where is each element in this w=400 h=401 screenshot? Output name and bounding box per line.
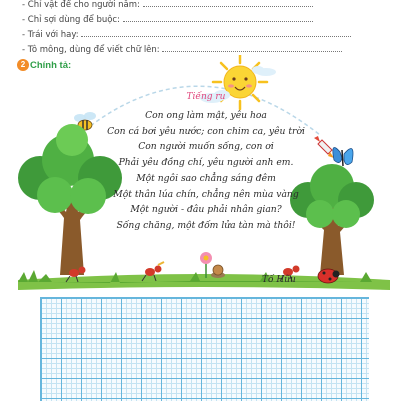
section-number-badge: 2: [17, 59, 29, 71]
blank-line-1: [22, 0, 392, 12]
blank-line-3: [22, 28, 392, 42]
answer-dots-2[interactable]: [123, 13, 313, 22]
blank-line-1-label: - Chỉ vật để cho người nằm:: [22, 0, 140, 10]
blank-line-4-label: - Tô mông, dùng để viết chữ lên:: [22, 45, 160, 55]
poem-line: Phải yêu đồng chí, yêu người anh em.: [118, 157, 294, 169]
poem-line: Con cá bơi yêu nước; con chim ca, yêu trời: [107, 125, 305, 137]
blank-line-2-label: - Chỉ sợi dùng để buộc:: [22, 15, 120, 25]
blank-line-3-label: - Trái với hay:: [22, 30, 79, 40]
poem-line: Sống chăng, một đốm lửa tàn mà thôi!: [116, 219, 296, 231]
butterfly-icon: [333, 148, 353, 167]
poem-line: Một thân lúa chín, chẳng nên mùa vàng: [113, 188, 299, 200]
poem-title: Tiếng ru: [186, 92, 226, 102]
answer-dots-1[interactable]: [143, 0, 313, 7]
handwriting-grid[interactable]: [40, 297, 369, 401]
poem-line: Một người - đâu phải nhân gian?: [130, 204, 282, 216]
snail-icon: [211, 265, 225, 278]
blank-line-2: [22, 13, 392, 27]
rocket-icon: [314, 136, 334, 158]
answer-dots-4[interactable]: [162, 43, 342, 52]
poem-line: Một ngôi sao chẳng sáng đêm: [136, 172, 276, 184]
poem-line: Con ong làm mật, yêu hoa: [145, 110, 267, 121]
poem-author: Tố Hữu: [262, 275, 296, 285]
section-title: Chính tả:: [30, 60, 72, 71]
answer-dots-3[interactable]: [81, 28, 351, 37]
cloud-icon: [252, 66, 276, 76]
poem-line: Con người muốn sống, con ơi: [138, 141, 274, 153]
poem: [96, 92, 316, 234]
